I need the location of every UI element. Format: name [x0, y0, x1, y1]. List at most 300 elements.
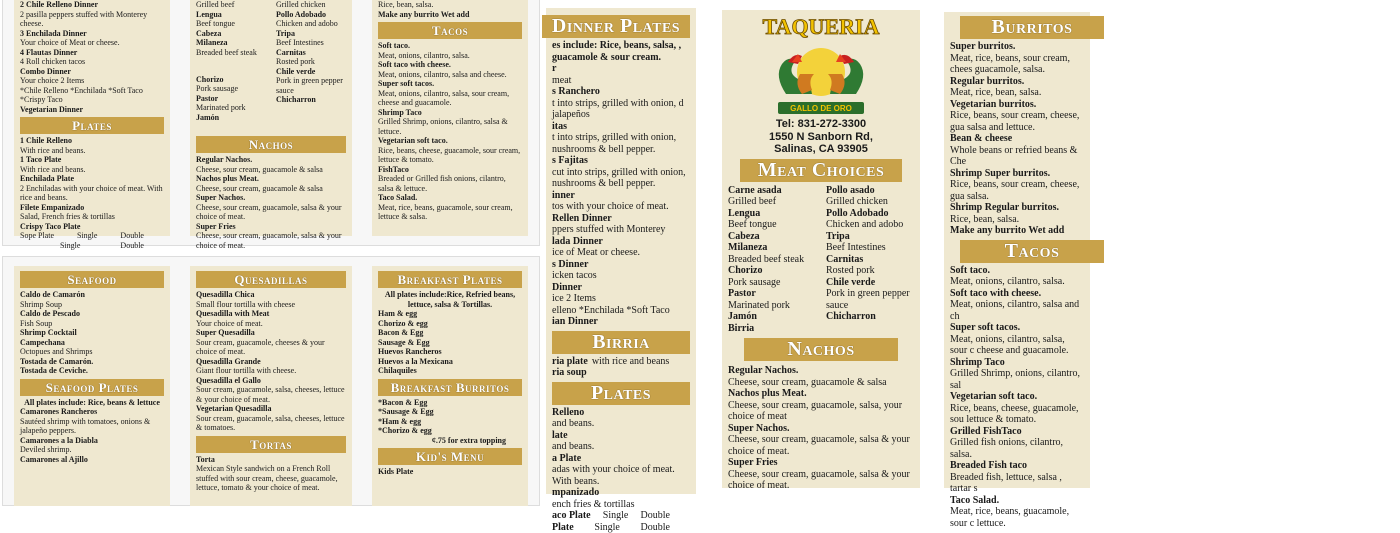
- menu-item-title: Milaneza: [728, 242, 816, 254]
- menu-item-title: Chorizo: [196, 75, 271, 85]
- menu-item-title: Caldo de Pescado: [20, 309, 164, 319]
- menu-item: [378, 60, 522, 79]
- menu-item-title: Soft taco.: [950, 265, 1084, 277]
- menu-item-description: Meat, onions, cilantro, salsa, sour cream, cheese and guacamole.: [378, 89, 522, 108]
- list: [728, 365, 914, 492]
- menu-item: [378, 165, 522, 194]
- menu-item: [378, 10, 522, 20]
- panel-breakfast-small: [372, 266, 528, 506]
- menu-item: [728, 365, 914, 388]
- menu-item-title: Shrimp Taco: [950, 357, 1084, 369]
- menu-item: [950, 322, 1084, 357]
- menu-item-title: Quesadilla el Gallo: [196, 376, 346, 386]
- menu-item-description: Breaded or Grilled fish onions, cilantro, salsa & lettuce.: [378, 174, 522, 193]
- menu-item: [552, 86, 690, 121]
- menu-item: [20, 136, 164, 155]
- menu-item-title: Tostada de Camarón.: [20, 357, 164, 367]
- menu-item-description: and beans.: [552, 418, 690, 430]
- list: [20, 136, 164, 231]
- menu-item-description: Beef Intestines: [826, 242, 914, 254]
- menu-item-title: s Fajitas: [552, 155, 690, 167]
- menu-item-description: Small flour tortilla with cheese: [196, 300, 346, 310]
- menu-item-title: Tostada de Ceviche.: [20, 366, 164, 376]
- menu-item-description: Pork sausage: [196, 84, 271, 94]
- menu-item-description: Pork sausage: [728, 277, 816, 289]
- menu-item: [728, 423, 914, 458]
- menu-item-title: 3 Enchilada Dinner: [20, 29, 164, 39]
- menu-item-description: With rice and beans.: [20, 146, 164, 156]
- menu-item: [950, 202, 1084, 225]
- menu-item-title: Chicharron: [276, 95, 346, 105]
- menu-item-title: Dinner: [552, 282, 690, 294]
- menu-item: [20, 0, 164, 29]
- menu-item-description: Meat, rice, bean, salsa.: [950, 87, 1084, 99]
- menu-item: [276, 48, 346, 67]
- menu-item-title: Bean & cheese: [950, 133, 1084, 145]
- menu-item: [20, 105, 164, 115]
- menu-item: [950, 265, 1084, 288]
- menu-item: [196, 113, 271, 123]
- menu-item-title: Regular Nachos.: [728, 365, 914, 377]
- menu-item: [728, 323, 816, 335]
- menu-item-title: Quesadilla with Meat: [196, 309, 346, 319]
- menu-item-description: and beans.: [552, 441, 690, 453]
- menu-item-description: Grilled beef: [196, 0, 266, 10]
- menu-item: [196, 222, 346, 251]
- menu-item-description: icken tacos: [552, 270, 690, 282]
- menu-item-title: Chilaquiles: [378, 366, 522, 376]
- menu-item-title: Shrimp Super burritos.: [950, 168, 1084, 180]
- taqueria-logo: [728, 14, 914, 118]
- menu-item-title: 4 Flautas Dinner: [20, 48, 164, 58]
- menu-item-title: Super Nachos.: [728, 423, 914, 435]
- menu-item-description: Breaded fish, lettuce, salsa , tartar s: [950, 472, 1084, 495]
- menu-item-title: Make any burrito Wet add: [378, 10, 522, 20]
- menu-item: [196, 193, 346, 222]
- menu-item-title: Chile verde: [826, 277, 914, 289]
- menu-item-title: Regular burritos.: [950, 76, 1084, 88]
- menu-item-title: Camarones Rancheros: [20, 407, 164, 417]
- menu-item-description: Meat, rice, beans, guacamole, sour c lettuce.: [950, 506, 1084, 529]
- menu-item: [950, 357, 1084, 392]
- menu-item: [826, 277, 914, 312]
- menu-item: [552, 316, 690, 328]
- menu-item-description: ench fries & tortillas: [552, 499, 690, 511]
- city-address: Salinas, CA 93905: [728, 143, 914, 156]
- menu-item-description: Grilled chicken: [826, 196, 914, 208]
- menu-item-title: Caldo de Camarón: [20, 290, 164, 300]
- price-row: Plate Single Double: [552, 522, 690, 533]
- panel-tacos-small: [372, 0, 528, 236]
- menu-item: [20, 155, 164, 174]
- menu-item-title: Vegetarian soft taco.: [378, 136, 522, 146]
- menu-item: [950, 76, 1084, 99]
- menu-item-title: Carnitas: [826, 254, 914, 266]
- menu-item-description: Sour cream, guacamole, cheeses & your choice of meat.: [196, 338, 346, 357]
- list: [826, 185, 914, 335]
- seafood-header: Seafood: [20, 271, 164, 288]
- menu-item: [552, 487, 690, 510]
- menu-item: [728, 242, 816, 265]
- menu-item-description: Beef tongue: [728, 219, 816, 231]
- menu-item-title: Shrimp Taco: [378, 108, 522, 118]
- list: [20, 407, 164, 464]
- menu-item-description: Rice, beans, cheese, guacamole, sour cream, lettuce & tomato.: [378, 146, 522, 165]
- menu-item: [20, 48, 164, 67]
- menu-item-title: Vegetarian soft taco.: [950, 391, 1084, 403]
- menu-item-title: Lengua: [728, 208, 816, 220]
- menu-item-title: Taco Salad.: [378, 193, 522, 203]
- menu-item: [196, 174, 346, 193]
- dinner-plates-header: Dinner Plates: [542, 15, 690, 38]
- svg-text:GALLO DE ORO: GALLO DE ORO: [790, 104, 852, 113]
- menu-item: [950, 426, 1084, 461]
- list: [20, 0, 164, 114]
- menu-item-description: Marinated pork: [728, 300, 816, 312]
- menu-item: [276, 67, 346, 96]
- menu-item-description: Rice, beans, sour cream, cheese, gua salsa and lettuce.: [950, 110, 1084, 133]
- menu-item: [552, 190, 690, 213]
- menu-item-description: Salad, French fries & tortillas: [20, 212, 164, 222]
- menu-item: [20, 338, 164, 357]
- menu-item-description: Breaded beef steak: [196, 48, 266, 58]
- menu-item-title: Chorizo: [728, 265, 816, 277]
- menu-item-title: 1 Chile Relleno: [20, 136, 164, 146]
- menu-item: [378, 193, 522, 222]
- list: [196, 155, 346, 250]
- menu-item-title: Quesadilla Chica: [196, 290, 346, 300]
- list: [950, 41, 1084, 237]
- panel-quesadillas-small: [190, 266, 352, 506]
- phone-number: Tel: 831-272-3300: [728, 118, 914, 131]
- plates-header-big: Plates: [552, 382, 690, 405]
- list: [276, 0, 346, 105]
- menu-item-description: elleno *Enchilada *Soft Taco: [552, 305, 690, 317]
- menu-item-title: Camarones a la Diabla: [20, 436, 164, 446]
- menu-item: [728, 185, 816, 208]
- rooster-logo-icon: [728, 14, 914, 118]
- menu-item-title: Filete Empanizado: [20, 203, 164, 213]
- tacos-header-big: Tacos: [960, 240, 1104, 263]
- menu-item-description: Giant flour tortilla with cheese.: [196, 366, 346, 376]
- menu-item-title: Pastor: [196, 94, 271, 104]
- list: [378, 41, 522, 222]
- simple-list: [378, 467, 522, 477]
- menu-item-title: r: [552, 63, 690, 75]
- list: [20, 290, 164, 376]
- menu-item-description: Your choice of meat.: [196, 319, 346, 329]
- menu-item-title: Birria: [728, 323, 816, 335]
- menu-item-title: Tripa: [826, 231, 914, 243]
- burritos-header: Burritos: [960, 16, 1104, 39]
- menu-item: [826, 185, 914, 208]
- menu-item-description: *Chile Relleno *Enchilada *Soft Taco: [20, 86, 164, 96]
- breakfast-burritos-header: Breakfast Burritos: [378, 379, 522, 396]
- menu-item-description: Your choice 2 Items: [20, 76, 164, 86]
- menu-item-description: Deviled shrimp.: [20, 445, 164, 455]
- menu-item: [196, 455, 346, 493]
- menu-item: [196, 376, 346, 405]
- menu-item-description: Fish Soup: [20, 319, 164, 329]
- menu-item-title: Taco Salad.: [950, 495, 1084, 507]
- menu-item-title: Carnitas: [276, 48, 346, 58]
- seafood-plates-note: All plates include: Rice, beans & lettuce: [20, 398, 164, 408]
- menu-item-title: Relleno: [552, 407, 690, 419]
- menu-item-title: 1 Taco Plate: [20, 155, 164, 165]
- menu-item-description: Beef Intestines: [276, 38, 346, 48]
- kids-menu-header: Kid's Menu: [378, 448, 522, 465]
- menu-item: [826, 311, 914, 323]
- menu-item-description: Sautéed shrimp with tomatoes, onions & jalapeño peppers.: [20, 417, 164, 436]
- menu-item: [552, 430, 690, 453]
- menu-item-title: Make any burrito Wet add: [950, 225, 1084, 237]
- simple-list: [378, 398, 522, 436]
- menu-item-description: Marinated pork: [196, 103, 271, 113]
- quesadillas-header: Quesadillas: [196, 271, 346, 288]
- menu-item-description: Octopues and Shrimps: [20, 347, 164, 357]
- nachos-header-big: Nachos: [744, 338, 898, 361]
- menu-item-title: Crispy Taco Plate: [20, 222, 164, 232]
- menu-item: [20, 222, 164, 232]
- menu-item: [950, 460, 1084, 495]
- menu-item: [196, 309, 346, 328]
- menu-item-description: Sour cream, guacamole, salsa, cheeses, lettuce & your choice of meat.: [196, 385, 346, 404]
- menu-item-description: Mexican Style sandwich on a French Roll stuffed with sour cream, cheese, guacamole, lettuce, tomato & your choice of meat.: [196, 464, 346, 493]
- menu-item: [950, 99, 1084, 134]
- menu-item-description: *Crispy Taco: [20, 95, 164, 105]
- menu-item-title: Huevos a la Mexicana: [378, 357, 522, 367]
- menu-item-description: Your choice of Meat or cheese.: [20, 38, 164, 48]
- menu-item-description: Chicken and adobo: [276, 19, 346, 29]
- list: [728, 185, 816, 335]
- menu-item-title: Pollo Adobado: [826, 208, 914, 220]
- seafood-plates-header: Seafood Plates: [20, 379, 164, 396]
- menu-item-description: Whole beans or refried beans & Che: [950, 145, 1084, 168]
- menu-item: [196, 404, 346, 433]
- menu-item-title: Campechana: [20, 338, 164, 348]
- menu-item: [196, 328, 346, 357]
- svg-text:TAQUERIA: TAQUERIA: [763, 14, 880, 39]
- menu-item-title: Grilled FishTaco: [950, 426, 1084, 438]
- nachos-header: Nachos: [196, 136, 346, 153]
- simple-list: [378, 309, 522, 376]
- menu-item-title: Chicharron: [826, 311, 914, 323]
- breakfast-header: Breakfast Plates: [378, 271, 522, 288]
- menu-item-title: Sausage & Egg: [378, 338, 522, 348]
- panel-seafood-small: [14, 266, 170, 506]
- menu-item-description: Sour cream, guacamole, salsa, cheeses, lettuce & tomatoes.: [196, 414, 346, 433]
- menu-item: [20, 366, 164, 376]
- menu-item: [728, 288, 816, 311]
- menu-item: [728, 388, 914, 423]
- menu-item-title: Super soft tacos.: [378, 79, 522, 89]
- menu-item: [378, 136, 522, 165]
- menu-item-description: cut into strips, grilled with onion, nushrooms & bell pepper.: [552, 167, 690, 190]
- breakfast-note: All plates include:Rice, Refried beans, lettuce, salsa & Tortillas.: [378, 290, 522, 309]
- menu-item-title: Chile verde: [276, 67, 346, 77]
- menu-item-title: itas: [552, 121, 690, 133]
- menu-item: [20, 455, 164, 465]
- menu-item-title: Cabeza: [728, 231, 816, 243]
- menu-item-description: Rosted pork: [276, 57, 346, 67]
- birria-header: Birria: [552, 331, 690, 354]
- menu-item-title: FishTaco: [378, 165, 522, 175]
- menu-item-title: Carne asada: [728, 185, 816, 197]
- panel-meats-nachos-small: [190, 0, 352, 236]
- price-row: Single Double: [20, 241, 164, 251]
- menu-item: [728, 231, 816, 243]
- menu-item-title: Regular Nachos.: [196, 155, 346, 165]
- menu-item-title: Enchilada Plate: [20, 174, 164, 184]
- menu-item-description: Cheese, sour cream, guacamole & salsa: [196, 165, 346, 175]
- meat-choices-header: Meat Choices: [740, 159, 902, 182]
- menu-item-title: 2 Chile Relleno Dinner: [20, 0, 164, 10]
- menu-item: [20, 309, 164, 328]
- menu-item-description: Rice, beans, cheese, guacamole, sou lettuce & tomato.: [950, 403, 1084, 426]
- menu-item-description: Pork in green pepper sauce: [826, 288, 914, 311]
- menu-item-title: Camarones al Ajillo: [20, 455, 164, 465]
- menu-item-description: Breaded beef steak: [728, 254, 816, 266]
- menu-item-description: Cheese, sour cream, guacamole, salsa & your choice of meat.: [728, 434, 914, 457]
- list: [552, 356, 690, 379]
- menu-item-description: Shrimp Soup: [20, 300, 164, 310]
- panel-dinners-small: [14, 0, 170, 236]
- menu-item-description: Grilled Shrimp, onions, cilantro, salsa & lettuce.: [378, 117, 522, 136]
- menu-item: [552, 407, 690, 430]
- menu-item-title: Chorizo & egg: [378, 319, 522, 329]
- menu-item-description: Meat, onions, cilantro, salsa.: [950, 276, 1084, 288]
- menu-item-description: Meat, onions, cilantro, salsa and cheese.: [378, 70, 522, 80]
- menu-item-description: Cheese, sour cream, guacamole, salsa & your choice of meat.: [728, 469, 914, 492]
- menu-item-title: Super burritos.: [950, 41, 1084, 53]
- menu-item-description: 2 pasilla peppers stuffed with Monterey cheese.: [20, 10, 164, 29]
- menu-item-title: late: [552, 430, 690, 442]
- menu-item: [20, 29, 164, 48]
- panel-meat-choices: [722, 10, 920, 488]
- menu-item: [196, 0, 266, 10]
- menu-item-description: Rice, bean, salsa.: [378, 0, 522, 10]
- menu-item: [826, 231, 914, 254]
- menu-item-description: Pork in green pepper sauce: [276, 76, 346, 95]
- menu-item-title: Rellen Dinner: [552, 213, 690, 225]
- menu-item: [276, 29, 346, 48]
- panel-burritos-tacos: [944, 12, 1090, 488]
- menu-item: [552, 367, 690, 379]
- dinner-note: es include: Rice, beans, salsa, , guacamole & sour cream.: [552, 40, 690, 63]
- menu-item-description: t into strips, grilled with onion, d jalapeños: [552, 98, 690, 121]
- menu-item: [826, 208, 914, 231]
- menu-item: [378, 0, 522, 10]
- menu-item-title: ian Dinner: [552, 316, 690, 328]
- menu-item-title: Ham & egg: [378, 309, 522, 319]
- menu-item-description: Cheese, sour cream, guacamole, salsa, your choice of meat: [728, 400, 914, 423]
- menu-item-description: adas with your choice of meat. With beans.: [552, 464, 690, 487]
- menu-item-title: s Ranchero: [552, 86, 690, 98]
- menu-item-title: Quesadilla Grande: [196, 357, 346, 367]
- panel-dinner-plates: [546, 8, 696, 494]
- tortas-header: Tortas: [196, 436, 346, 453]
- menu-item-title: *Bacon & Egg: [378, 398, 522, 408]
- price-row: aco Plate Single Double: [552, 510, 690, 522]
- menu-item: [552, 356, 690, 368]
- menu-item-title: Vegetarian Dinner: [20, 105, 164, 115]
- menu-item-title: Nachos plus Meat.: [196, 174, 346, 184]
- menu-item-title: Pollo Adobado: [276, 10, 346, 20]
- menu-item-title: Super Fries: [196, 222, 346, 232]
- tacos-header: Tacos: [378, 22, 522, 39]
- menu-item: [552, 213, 690, 236]
- menu-item-description: with rice and beans: [592, 356, 669, 367]
- menu-item: [276, 10, 346, 29]
- menu-item-title: a Plate: [552, 453, 690, 465]
- menu-item-title: Super Quesadilla: [196, 328, 346, 338]
- menu-item: [20, 290, 164, 309]
- menu-item: [552, 453, 690, 488]
- menu-item-title: *Sausage & Egg: [378, 407, 522, 417]
- menu-item: [728, 457, 914, 492]
- menu-item-title: Super Fries: [728, 457, 914, 469]
- menu-item-title: Pollo asado: [826, 185, 914, 197]
- menu-item: [728, 265, 816, 288]
- menu-item-description: Cheese, sour cream, guacamole & salsa: [728, 377, 914, 389]
- menu-item-description: 2 Enchiladas with your choice of meat. With rice and beans.: [20, 184, 164, 203]
- menu-item-description: Rosted pork: [826, 265, 914, 277]
- menu-item-description: Rice, bean, salsa.: [950, 214, 1084, 226]
- menu-item-title: Nachos plus Meat.: [728, 388, 914, 400]
- menu-item: [950, 41, 1084, 76]
- menu-item-description: tos with your choice of meat.: [552, 201, 690, 213]
- menu-item-title: Torta: [196, 455, 346, 465]
- menu-item-description: Chicken and adobo: [826, 219, 914, 231]
- menu-item: [20, 357, 164, 367]
- list: [552, 407, 690, 511]
- menu-item-description: Cheese, sour cream, guacamole, salsa & your choice of meat.: [196, 231, 346, 250]
- list: [196, 290, 346, 433]
- menu-item: [950, 168, 1084, 203]
- menu-item: [20, 67, 164, 86]
- list: [950, 265, 1084, 530]
- menu-item: [196, 357, 346, 376]
- menu-item-title: Jamón: [196, 113, 271, 123]
- menu-item-title: Shrimp Cocktail: [20, 328, 164, 338]
- menu-item-title: Huevos Rancheros: [378, 347, 522, 357]
- menu-item-description: Grilled Shrimp, onions, cilantro, sal: [950, 368, 1084, 391]
- menu-item-title: ria plate: [552, 356, 588, 367]
- menu-item-title: ria soup: [552, 367, 587, 378]
- menu-item-title: Cabeza: [196, 29, 266, 39]
- menu-item-title: Vegetarian burritos.: [950, 99, 1084, 111]
- price-row: Sope Plate Single Double: [20, 231, 164, 241]
- menu-item: [826, 254, 914, 277]
- menu-item-title: Soft taco.: [378, 41, 522, 51]
- menu-item: [20, 174, 164, 203]
- menu-item-description: t into strips, grilled with onion, nushrooms & bell pepper.: [552, 132, 690, 155]
- menu-item-title: Jamón: [728, 311, 816, 323]
- menu-item-description: Grilled chicken: [276, 0, 346, 10]
- menu-item: [378, 79, 522, 108]
- menu-item: [728, 208, 816, 231]
- menu-item: [20, 328, 164, 338]
- street-address: 1550 N Sanborn Rd,: [728, 131, 914, 144]
- menu-item-description: Grilled fish onions, cilantro, salsa.: [950, 437, 1084, 460]
- menu-item: [950, 391, 1084, 426]
- menu-item-title: Lengua: [196, 10, 266, 20]
- menu-item-title: Breaded Fish taco: [950, 460, 1084, 472]
- menu-item: [196, 10, 266, 29]
- menu-item-title: Super Nachos.: [196, 193, 346, 203]
- menu-item: [552, 282, 690, 305]
- menu-item-description: Cheese, sour cream, guacamole & salsa: [196, 184, 346, 194]
